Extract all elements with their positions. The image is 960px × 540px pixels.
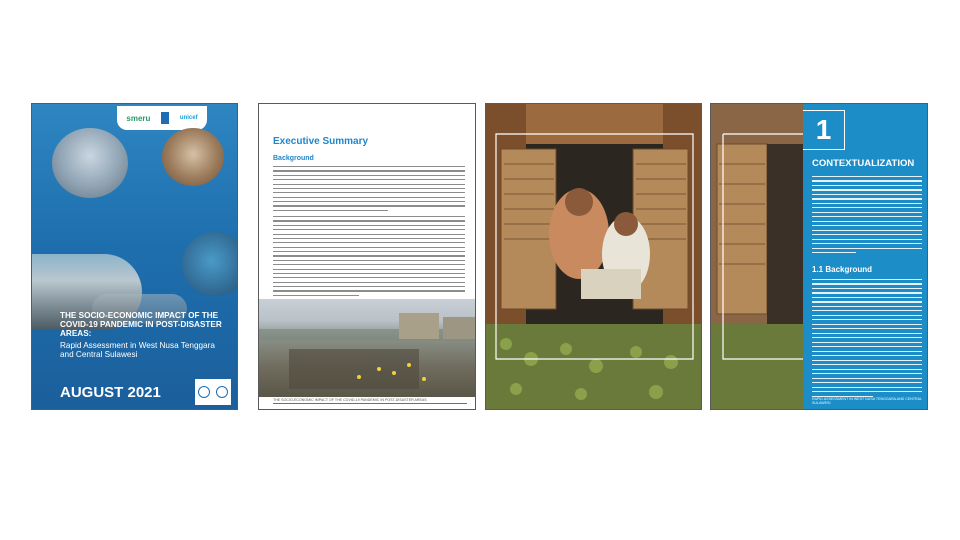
text-line [812,364,922,365]
text-line [812,207,922,208]
text-line [273,170,465,171]
un-emblem-icon [198,386,210,398]
body-text-block [273,216,465,299]
page-footer: THE SOCIO-ECONOMIC IMPACT OF THE COVID-19 PANDEMIC IN POST-DISASTER AREAS [273,398,427,402]
text-line [273,175,465,176]
text-line [812,221,922,222]
cover-photo-family [162,128,224,186]
text-line [812,351,922,352]
partner-logos [117,106,207,130]
text-line [812,225,922,226]
text-line [812,391,922,392]
report-title: THE SOCIO-ECONOMIC IMPACT OF THE COVID-19 PANDEMIC IN POST-DISASTER AREAS: [60,311,222,338]
smeru-logo: smeru [126,113,151,123]
text-line [812,288,922,289]
text-line [273,201,465,202]
page-footer: RAPID ASSESSMENT IN WEST NUSA TENGGARA AND CENTRAL SULAWESI [812,397,922,405]
text-line [812,194,922,195]
text-line [812,319,922,320]
text-line [812,333,922,334]
text-line [812,297,922,298]
text-line [812,279,922,280]
section-heading: 1.1 Background [812,265,873,274]
text-line [812,185,922,186]
text-line [273,255,465,256]
undp-logo [161,112,169,124]
text-line [273,269,465,270]
window-photo-detail [711,104,803,410]
section-heading: Background [273,155,314,162]
text-line [812,180,922,181]
un-logos [195,379,231,405]
text-line [812,346,922,347]
un-emblem-icon [216,386,228,398]
text-line [812,189,922,190]
text-line [812,248,922,249]
text-line [812,310,922,311]
text-line [812,203,922,204]
text-line [812,216,922,217]
contextualization-page[interactable] [710,103,928,410]
cover-photo-woman-masked [182,232,238,296]
text-line [812,337,922,338]
text-line [273,260,465,261]
footer-rule [273,403,467,404]
text-line [812,360,922,361]
text-line [273,188,465,189]
chapter-title: CONTEXTUALIZATION [812,158,915,169]
text-line [812,328,922,329]
text-line [273,229,465,230]
unicef-logo: unicef [179,115,198,121]
text-line [273,205,465,206]
text-line [273,216,465,217]
text-line [812,301,922,302]
text-line [273,179,465,180]
body-text-block [812,176,922,257]
text-line [812,373,922,374]
text-line [273,247,465,248]
text-line [273,277,465,278]
text-line [273,197,465,198]
text-line [273,234,465,235]
chapter-number: 1 [803,110,845,150]
page-heading: Executive Summary [273,136,369,147]
text-line [273,238,465,239]
text-line [812,212,922,213]
report-date: AUGUST 2021 [60,384,161,401]
text-line [273,251,465,252]
text-line [273,264,465,265]
text-line [273,286,465,287]
text-line [273,166,465,167]
text-line [812,239,922,240]
text-line [812,234,922,235]
text-line [812,378,922,379]
text-line [273,192,465,193]
text-line [273,220,465,221]
father-son-reading-photo [486,104,702,410]
cover-page[interactable] [31,103,238,410]
text-line [812,283,922,284]
text-line [812,292,922,293]
photo-page[interactable] [485,103,702,410]
report-subtitle: Rapid Assessment in West Nusa Tenggara and Central Sulawesi [60,341,215,359]
text-line [812,382,922,383]
text-line [812,355,922,356]
text-line [812,176,922,177]
text-line [273,242,465,243]
text-line [273,210,388,211]
text-line [812,369,922,370]
cover-photo-mother-child [52,128,128,198]
text-line [812,243,922,244]
text-line [812,342,922,343]
photo-detail [259,299,476,397]
executive-summary-page[interactable] [258,103,476,410]
text-line [812,306,922,307]
text-line [812,324,922,325]
text-line [812,252,856,253]
text-line [273,282,465,283]
text-line [273,184,465,185]
text-line [273,225,465,226]
text-line [273,295,359,296]
earthquake-damage-photo [259,299,476,397]
text-line [812,230,922,231]
text-line [812,315,922,316]
text-line [812,198,922,199]
body-text-block [273,166,465,214]
text-line [812,387,922,388]
text-line [273,290,465,291]
body-text-block [812,279,922,400]
text-line [273,273,465,274]
